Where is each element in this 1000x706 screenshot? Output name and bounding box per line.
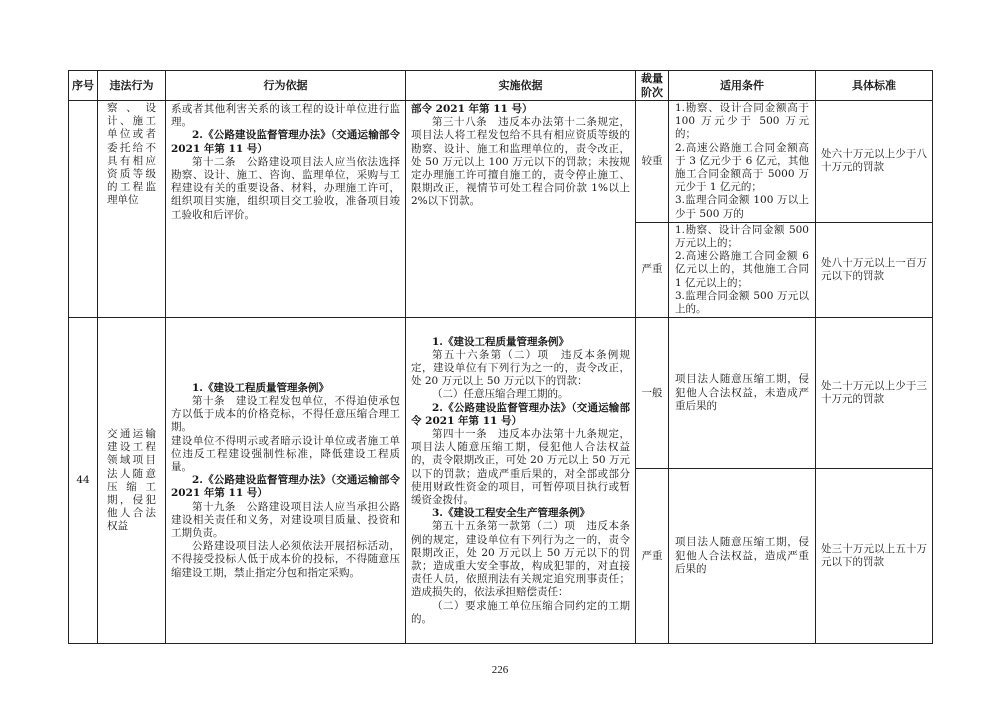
header-implementation: 实施依据 (406, 71, 636, 101)
standard-cell (816, 101, 933, 223)
implementation-paragraph: 第四十一条 违反本办法第十九条规定，项目法人随意压缩工期，侵犯他人合法权益的，责令限期改正，可处 20 万元以上 50 万元以下的罚款；造成严重后果的，对全部或部分使用财政性资金的项目，可暂停项目执行或暂缓资金拨付。 (411, 427, 630, 506)
seq-cell (69, 101, 98, 318)
page-number: 226 (491, 664, 509, 677)
level-cell: 严重 (636, 222, 669, 317)
header-seq: 序号 (69, 71, 98, 101)
header-level: 裁量阶次 (636, 71, 669, 101)
basis-cell (166, 101, 406, 318)
basis-cell (166, 318, 406, 644)
condition-item: 2.高速公路施工合同金额高于 3 亿元少于 6 亿元，其他施工合同金额高于 5000 万元少于 1 亿元的； (675, 141, 809, 194)
standard-text: 处八十万元以上一百万元以下的罚款 (821, 256, 927, 283)
implementation-cell (406, 318, 636, 644)
level-cell: 一般 (636, 318, 669, 469)
violation-cell (98, 318, 166, 644)
level-cell: 严重 (636, 469, 669, 644)
standard-text: 处三十万元以上五十万元以下的罚款 (821, 543, 927, 569)
table-header-row (69, 71, 933, 101)
legal-citation-heading: 2.《公路建设监督管理办法》（交通运输部令 2021 年第 11 号） (171, 474, 400, 500)
legal-citation-heading: 2.《公路建设监督管理办法》（交通运输部令 2021 年第 11 号） (411, 401, 630, 427)
standard-cell (816, 318, 933, 469)
condition-item: 2.高速公路施工合同金额 6 亿元以上的，其他施工合同 1 亿元以上的； (675, 250, 809, 289)
condition-item: 1.勘察、设计合同金额高于 100 万元少于 500 万元的； (675, 102, 809, 141)
violation-text: 交通运输建设工程领域项目法人随意压缩工期，侵犯他人合法权益 (107, 427, 156, 533)
basis-paragraph: 第十九条 公路建设项目法人应当承担公路建设相关责任和义务，对建设项目质量、投资和工期负责。 (171, 500, 400, 539)
header-condition: 适用条件 (669, 71, 816, 101)
condition-item: 1.勘察、设计合同金额 500 万元以上的； (675, 223, 809, 250)
condition-item: 项目法人随意压缩工期，侵犯他人合法权益，未造成严重后果的 (675, 373, 809, 412)
standard-cell (816, 222, 933, 317)
basis-paragraph: 第十条 建设工程发包单位，不得迫使承包方以低于成本的价格竞标，不得任意压缩合理工期。 (171, 394, 400, 434)
violation-text: 察、设计、施工单位或者委托给不具有相应资质等级的工程监理单位 (107, 102, 156, 207)
implementation-cell (406, 101, 636, 318)
standard-cell (816, 469, 933, 644)
condition-cell (669, 101, 816, 223)
implementation-paragraph: 第三十八条 违反本办法第十二条规定，项目法人将工程发包给不具有相应资质等级的勘察、设计、施工和监理单位的，责令改正，处 50 万元以上 100 万元以下的罚款；未按规定办理施工许可擅自施工的，责令停止施工、限期改正，视情节可处工程合同价款 1%以上 2%以下罚款。 (411, 116, 630, 208)
table-row (69, 101, 933, 223)
condition-cell (669, 222, 816, 317)
legal-citation-heading: 3.《建设工程安全生产管理条例》 (432, 507, 590, 520)
implementation-paragraph: （二）要求施工单位压缩合同约定的工期的。 (411, 599, 630, 625)
level-cell: 较重 (636, 101, 669, 223)
header-standard: 具体标准 (816, 71, 933, 101)
condition-item: 3.监理合同金额 500 万元以上的。 (675, 289, 809, 316)
basis-paragraph: 系或者其他利害关系的该工程的设计单位进行监理。 (171, 103, 400, 129)
implementation-paragraph: 第五十五条第一款第（二）项 违反本条例的规定，建设单位有下列行为之一的，责令限期改正，处 20 万元以上 50 万元以下的罚款；造成重大安全事故，构成犯罪的，对直接责任人员，依照刑法有关规定追究刑事责任；造成损失的，依法承担赔偿责任： (411, 520, 630, 599)
legal-citation-heading: 1.《建设工程质量管理条例》 (432, 335, 569, 348)
legal-citation-heading: 2.《公路建设监督管理办法》（交通运输部令 2021 年第 11 号） (171, 129, 400, 155)
standard-text: 处六十万元以上少于八十万元的罚款 (821, 148, 927, 174)
violation-cell (98, 101, 166, 318)
basis-paragraph: 建设单位不得明示或者暗示设计单位或者施工单位违反工程建设强制性标准，降低建设工程质量。 (171, 434, 400, 473)
basis-paragraph: 公路建设项目法人必须依法开展招标活动，不得接受投标人低于成本价的投标，不得随意压缩建设工期，禁止指定分包和指定采购。 (171, 540, 400, 579)
seq-cell: 44 (69, 318, 98, 644)
legal-citation-heading: 部令 2021 年第 11 号） (411, 103, 533, 115)
condition-cell (669, 469, 816, 644)
document-page (68, 70, 932, 677)
legal-citation-heading: 1.《建设工程质量管理条例》 (192, 381, 329, 394)
table-row (69, 318, 933, 469)
header-violation: 违法行为 (98, 71, 166, 101)
basis-paragraph: 第十二条 公路建设项目法人应当依法选择勘察、设计、施工、咨询、监理单位，采购与工程建设有关的重要设备、材料，办理施工许可，组织项目实施，组织项目交工验收，准备项目竣工验收和后评价。 (171, 155, 400, 221)
implementation-paragraph: （二）任意压缩合理工期的。 (432, 388, 569, 401)
condition-item: 3.监理合同金额 100 万以上少于 500 万的 (675, 194, 809, 220)
condition-cell (669, 318, 816, 469)
condition-item: 项目法人随意压缩工期，侵犯他人合法权益，造成严重后果的 (675, 536, 809, 575)
penalty-discretion-table (68, 70, 933, 644)
implementation-paragraph: 第五十六条第（二）项 违反本条例规定，建设单位有下列行为之一的，责令改正，处 20 万元以上 50 万元以下的罚款： (411, 348, 630, 388)
standard-text: 处二十万元以上少于三十万元的罚款 (821, 380, 927, 406)
header-basis: 行为依据 (166, 71, 406, 101)
